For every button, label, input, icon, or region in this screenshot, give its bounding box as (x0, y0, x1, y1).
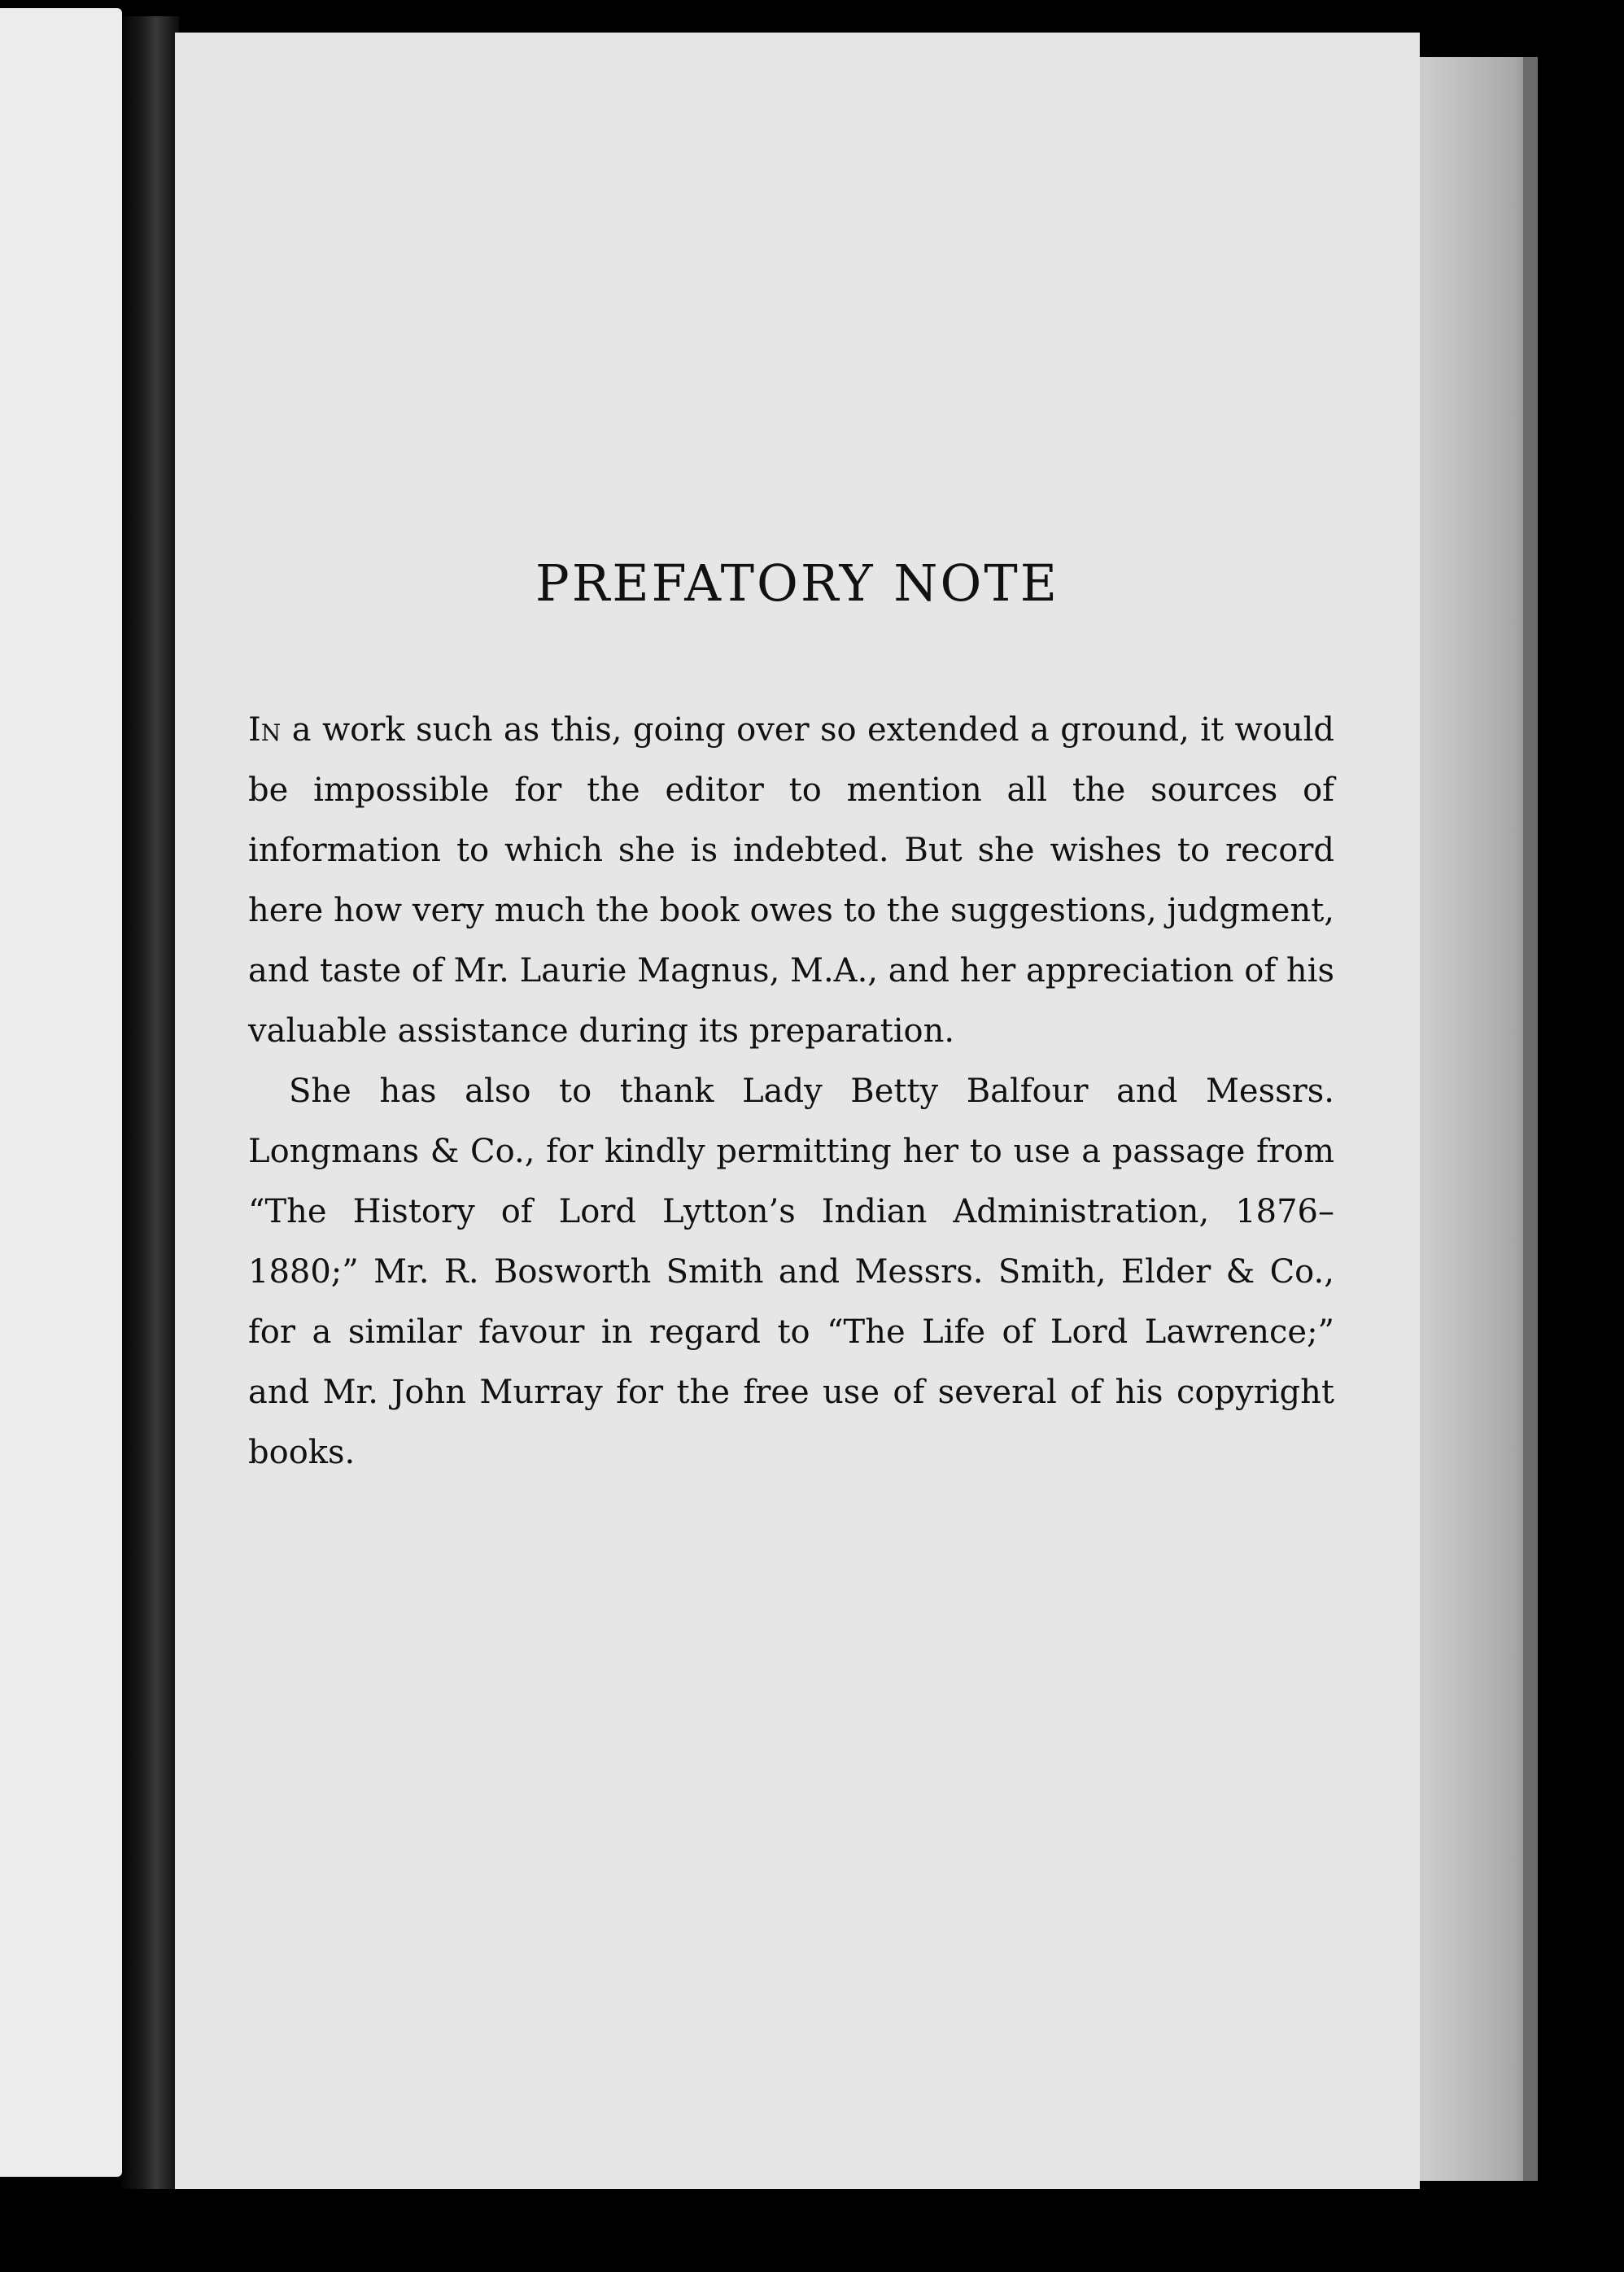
paragraph-text: a work such as this, going over so extended a ground, it would be impossible for the editor to mention all the sources of information to which she is indebted. But she wishes to record here how very much the book owes to the suggestions, judgment, and taste of Mr. Laurie Magnus, M.A., and her appreciation of his valuable assistance during its preparation. (248, 711, 1334, 1050)
prefatory-note-body (248, 700, 1334, 1483)
paragraph-lead-word: In (248, 711, 282, 749)
book-page (175, 33, 1420, 2189)
right-page-edges (1416, 57, 1538, 2181)
paragraph-1 (248, 700, 1334, 1061)
paragraph-text: She has also to thank Lady Betty Balfour and Messrs. Longmans & Co., for kindly permitting her to use a passage from “The History of Lord Lytton’s Indian Administration, 1876–1880;” Mr. R. Bosworth Smith and Messrs. Smith, Elder & Co., for a similar favour in regard to “The Life of Lord Lawrence;” and Mr. John Murray for the free use of several of his copyright books. (248, 1073, 1334, 1471)
paragraph-2 (248, 1061, 1334, 1483)
book-gutter (122, 16, 179, 2189)
page-heading: PREFATORY NOTE (535, 553, 1059, 613)
left-page-edge (0, 8, 122, 2177)
